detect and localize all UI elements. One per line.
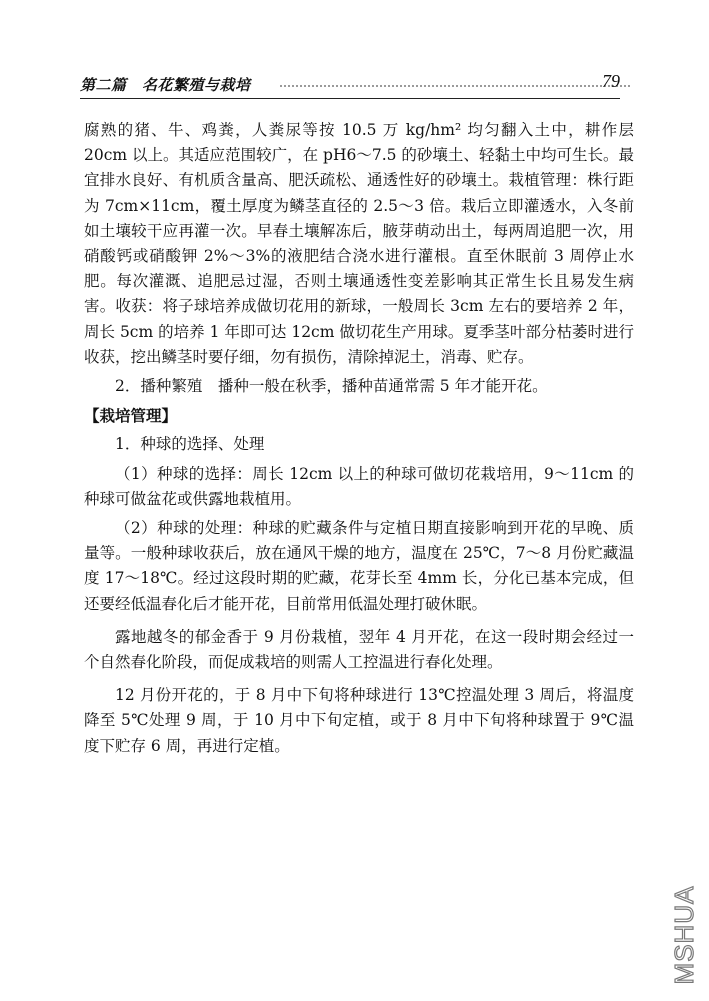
page-number: 79: [602, 71, 620, 91]
subheading-bulb-selection: 1．种球的选择、处理: [115, 435, 265, 454]
running-header: [80, 71, 620, 104]
header-dotted-leader: [280, 85, 630, 87]
paragraph-overwintering: 露地越冬的郁金香于 9 月份栽植，翌年 4 月开花，在这一段时期会经过一个自然春化阶段，而促成栽培的则需人工控温进行春化处理。: [84, 627, 634, 672]
header-rule: [80, 98, 620, 99]
paragraph-december-flowering: 12 月份开花的，于 8 月中下旬将种球进行 13℃控温处理 3 周后，将温度降至 5℃处理 9 周，于 10 月中下旬定植，或于 8 月中下旬将种球置于 9℃温度下贮存 6 周，再进行定植。: [84, 686, 634, 755]
section-heading-cultivation: 【栽培管理】: [84, 406, 178, 426]
watermark-text: MSHUA: [668, 885, 699, 985]
paragraph-bulb-treatment: （2）种球的处理：种球的贮藏条件与定植日期直接影响到开花的早晚、质量等。一般种球收获后，放在通风干燥的地方，温度在 25℃，7～8 月份贮藏温度 17～18℃。经过这段时期的贮藏，花芽长至 4mm 长，分化已基本完成，但还要经低温春化后才能开花，目前常用低温处理打破休眠。: [84, 519, 634, 613]
watermark-logo: [668, 880, 704, 990]
body-text: [84, 118, 634, 759]
chapter-title: 第二篇 名花繁殖与栽培: [80, 76, 251, 94]
paragraph-bulb-selection: （1）种球的选择：周长 12cm 以上的种球可做切花栽培用，9～11cm 的种球可做盆花或供露地栽植用。: [84, 464, 634, 508]
paragraph-fertilizer-planting: 腐熟的猪、牛、鸡粪，人粪尿等按 10.5 万 kg/hm² 均匀翻入土中，耕作层 20cm 以上。其适应范围较广，在 pH6～7.5 的砂壤土、轻黏土中均可生长。最宜排水良好、有机质含量高、肥沃疏松、通透性好的砂壤土。栽植管理：株行距为 7cm×11cm，覆土厚度为鳞茎直径的 2.5～3 倍。栽后立即灌透水，入冬前如土壤较干应再灌一次。早春土壤解冻后，腋芽萌动出土，每两周追肥一次，用硝酸钙或硝酸钾 2%～3%的液肥结合浇水进行灌根。直至休眠前 3 周停止水肥。每次灌溉、追肥忌过湿，否则土壤通透性变差影响其正常生长且易发生病害。收获：将子球培养成做切花用的新球，一般周长 3cm 左右的要培养 2 年，周长 5cm 的培养 1 年即可达 12cm 做切花生产用球。夏季茎叶部分枯萎时进行收获，挖出鳞茎时要仔细，勿有损伤，清除掉泥土，消毒、贮存。: [84, 121, 634, 366]
paragraph-seed-propagation: 2．播种繁殖 播种一般在秋季，播种苗通常需 5 年才能开花。: [115, 377, 548, 396]
